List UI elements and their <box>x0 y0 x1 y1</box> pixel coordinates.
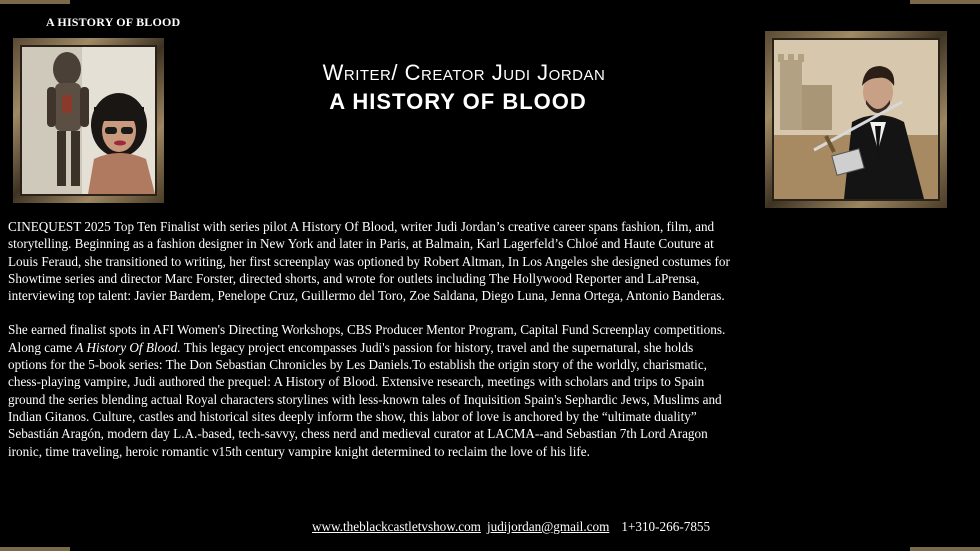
email-link[interactable]: judijordan@gmail.com <box>486 519 610 534</box>
frame-corner-bottom-right <box>910 547 980 551</box>
bio-line: ground the series blending actual Royal characters storylines with less-known tales of Inquisition Spain's Sephardic Jews, Muslims and <box>8 391 722 407</box>
bio-line: chess-playing vampire, Judi authored the prequel: A History of Blood. Extensive research, meetings with scholars and trips to Spain <box>8 374 705 390</box>
frame-corner-bottom-left <box>0 547 70 551</box>
paragraph-gap <box>8 304 958 321</box>
frame-corner-top-left <box>0 0 70 4</box>
bio-line <box>8 339 958 356</box>
bio-line: ironic, time traveling, heroic romantic v15th century vampire knight determined to reclaim the love of his life. <box>8 443 590 459</box>
bio-line: CINEQUEST 2025 Top Ten Finalist with series pilot A History Of Blood, writer Judi Jordan’s creative career spans fashion, film, and <box>8 219 715 234</box>
bio-line: Louis Feraud, she transitioned to writing, her first screenplay was optioned by Robert Altman, In Los Angeles she designed costumes for <box>8 253 730 269</box>
frame-corner-top-right <box>910 0 980 4</box>
bio-text <box>8 218 958 460</box>
bio-line: She earned finalist spots in AFI Women's Directing Workshops, CBS Producer Mentor Program, Capital Fund Screenplay competitions. <box>8 322 726 338</box>
page-title: A HISTORY OF BLOOD <box>329 89 587 114</box>
bio-line: options for the 5-book series: The Don Sebastian Chronicles by Les Daniels.To establish the origin story of the worldly, charismatic, <box>8 357 707 373</box>
bio-line: Indian Gitanos. Culture, castles and historical sites deeply inform the show, this labor of love is anchored by the “ultimate duality” <box>8 408 697 424</box>
bio-line: storytelling. Beginning as a fashion designer in New York and later in Paris, at Balmain, Karl Lagerfeld’s Chloé and Haute Couture at <box>8 236 714 252</box>
phone-number: 1+310-266-7855 <box>621 519 711 534</box>
contact-footer <box>312 519 710 535</box>
bio-line-suffix: This legacy project encompasses Judi's passion for history, travel and the supernatural, she holds <box>180 339 694 355</box>
bio-line-prefix: Along came <box>8 339 76 355</box>
website-link[interactable]: www.theblackcastletvshow.com <box>312 519 481 534</box>
bio-line: Showtime series and director Marc Forster, directed shorts, and wrote for outlets including The Hollywood Reporter and LaPrensa, <box>8 270 700 286</box>
bio-line: Sebastián Aragón, modern day L.A.-based, tech-savvy, chess nerd and medieval curator at LACMA--and Sebastian 7th Lord Aragon <box>8 426 708 442</box>
project-title-italic: A History Of Blood. <box>75 339 181 355</box>
series-tag: A HISTORY OF BLOOD <box>46 15 181 29</box>
bio-line: interviewing top talent: Javier Bardem, Penelope Cruz, Guillermo del Toro, Zoe Saldana, Diego Luna, Jenna Ortega, Antonio Banderas. <box>8 288 725 304</box>
character-photo-frame <box>765 31 947 208</box>
page-subtitle: Writer/ Creator Judi Jordan <box>322 60 606 85</box>
